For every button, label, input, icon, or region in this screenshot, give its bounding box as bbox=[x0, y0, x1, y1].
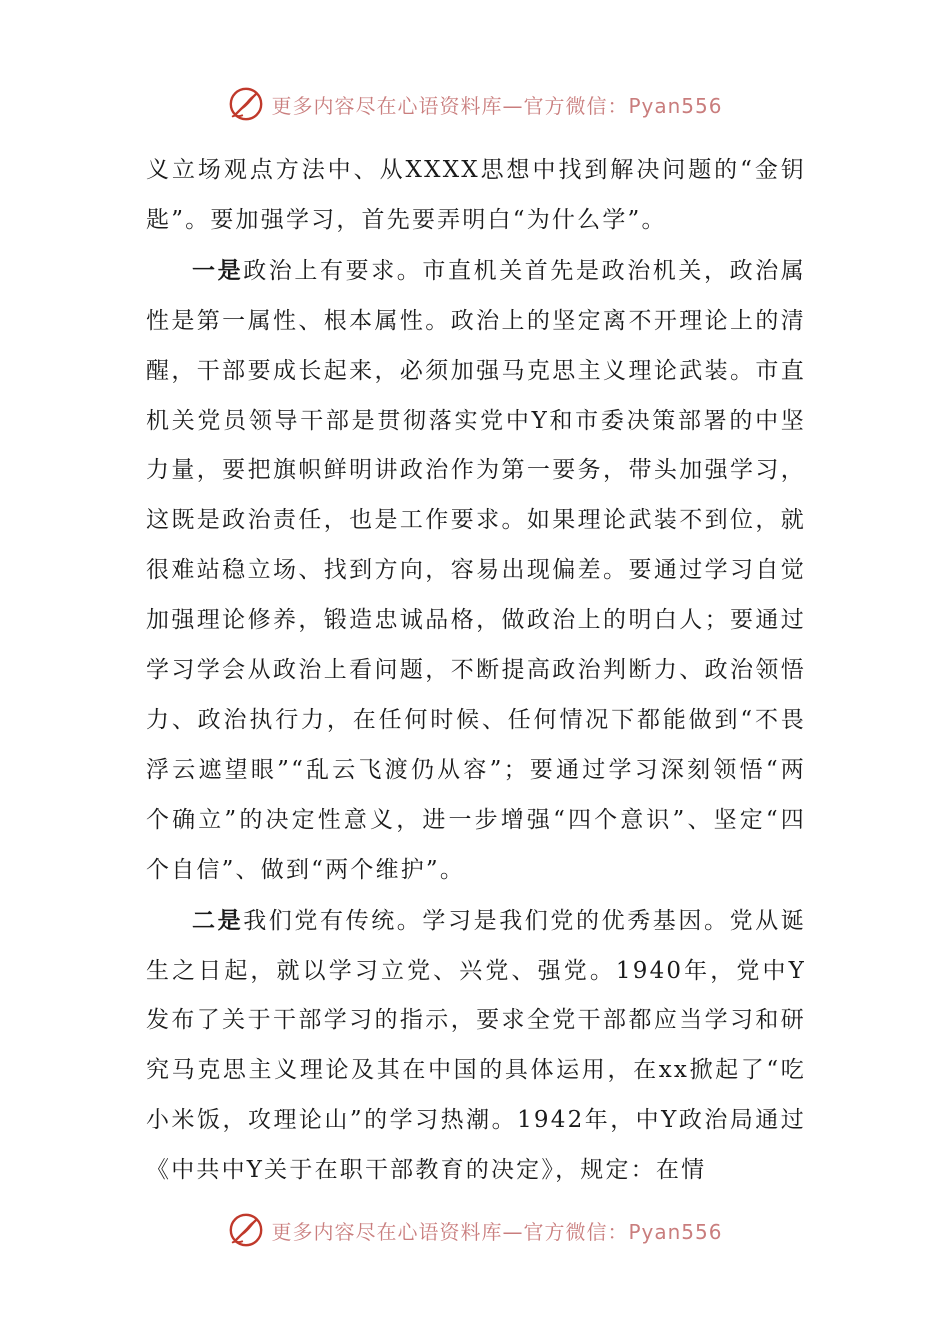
paragraph-first-point bbox=[146, 246, 806, 896]
paragraph-lead: 一是 bbox=[192, 256, 244, 284]
paragraph-continued bbox=[146, 146, 806, 246]
paragraph-second-point bbox=[146, 896, 806, 1196]
paragraph-text: 义立场观点方法中、从XXXX思想中找到解决问题的“金钥匙”。要加强学习，首先要弄明白“为什么学”。 bbox=[146, 157, 806, 233]
watermark-text: 更多内容尽在心语资料库—官方微信：Pyan556 bbox=[271, 93, 723, 118]
quill-logo-icon bbox=[227, 85, 265, 123]
paragraph-lead: 二是 bbox=[192, 906, 244, 934]
watermark-text: 更多内容尽在心语资料库—官方微信：Pyan556 bbox=[271, 1219, 723, 1244]
watermark-banner-bottom bbox=[0, 1208, 950, 1252]
paragraph-text: 政治上有要求。市直机关首先是政治机关，政治属性是第一属性、根本属性。政治上的坚定离不开理论上的清醒，干部要成长起来，必须加强马克思主义理论武装。市直机关党员领导干部是贯彻落实党中Y和市委决策部署的中坚力量，要把旗帜鲜明讲政治作为第一要务，带头加强学习，这既是政治责任，也是工作要求。如果理论武装不到位，就很难站稳立场、找到方向，容易出现偏差。要通过学习自觉加强理论修养，锻造忠诚品格，做政治上的明白人；要通过学习学会从政治上看问题，不断提高政治判断力、政治领悟力、政治执行力，在任何时候、任何情况下都能做到“不畏浮云遮望眼”“乱云飞渡仍从容”；要通过学习深刻领悟“两个确立”的决定性意义，进一步增强“四个意识”、坚定“四个自信”、做到“两个维护”。 bbox=[146, 257, 806, 883]
paragraph-text: 我们党有传统。学习是我们党的优秀基因。党从诞生之日起，就以学习立党、兴党、强党。1940年，党中Y发布了关于干部学习的指示，要求全党干部都应当学习和研究马克思主义理论及其在中国的具体运用，在xx掀起了“吃小米饭，攻理论山”的学习热潮。1942年，中Y政治局通过《中共中Y关于在职干部教育的决定》，规定：在情 bbox=[146, 907, 806, 1184]
quill-logo-icon bbox=[227, 1211, 265, 1249]
document-body bbox=[146, 146, 806, 1196]
watermark-banner-top bbox=[0, 82, 950, 126]
